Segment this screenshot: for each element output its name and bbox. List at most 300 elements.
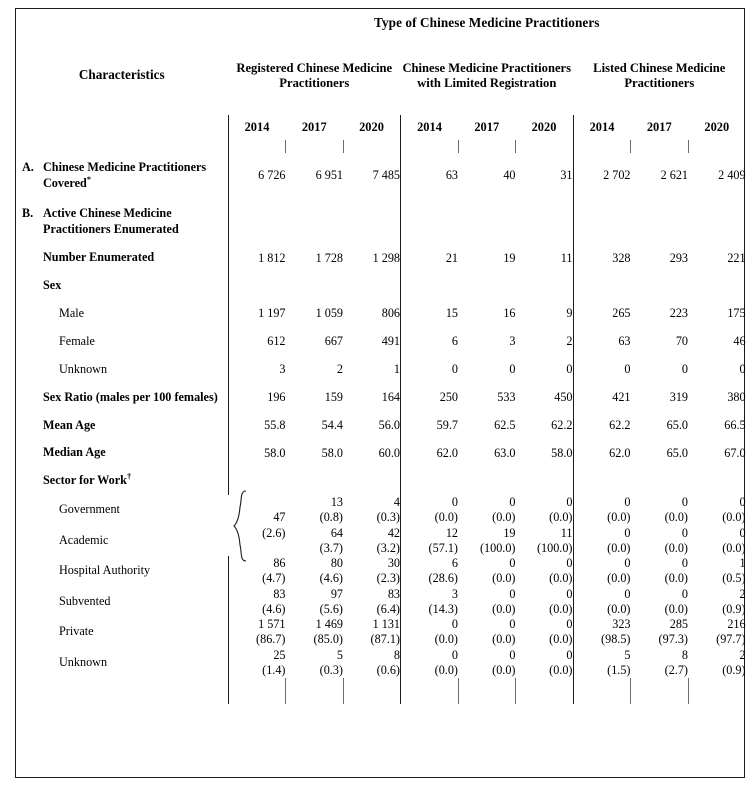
- cell-count: 0: [681, 495, 688, 510]
- cell-value: 221: [727, 250, 746, 265]
- row-label-female: [16, 328, 228, 356]
- cell-value: 1 812: [228, 244, 286, 272]
- cell-percent: (0.0): [549, 571, 573, 586]
- cell-value: [401, 272, 459, 300]
- practitioners-table: [16, 9, 746, 704]
- header-year-limited-2014: 2014: [401, 115, 459, 140]
- cell-value: 62.5: [494, 417, 516, 432]
- cell-count: 0: [624, 586, 631, 601]
- cell-count: 6: [451, 556, 458, 571]
- spacer-cell: [16, 678, 228, 704]
- header-year-listed-2017: 2017: [646, 120, 672, 134]
- table-row: [16, 244, 746, 272]
- cell-percent: (6.4): [376, 601, 400, 616]
- row-label-government: [16, 495, 228, 526]
- sub-label: Sex: [43, 278, 62, 293]
- cell-percent: (4.6): [319, 571, 343, 586]
- cell-value: [458, 272, 516, 300]
- spacer-cell: [228, 140, 286, 153]
- cell-value: [631, 648, 689, 679]
- cell-count: 0: [681, 525, 688, 540]
- cell-value: 250: [401, 384, 459, 412]
- cell-value: 2: [336, 362, 343, 377]
- header-year-registered-2020: 2020: [359, 120, 384, 134]
- spacer-cell: [631, 678, 689, 704]
- header-year-listed-2020: 2020: [704, 120, 730, 134]
- cell-count: 285: [669, 617, 688, 632]
- cell-value: 6 951: [315, 168, 343, 183]
- section-label: Chinese Medicine Practitioners Covered*: [43, 160, 207, 190]
- cell-count: 0: [509, 556, 516, 571]
- cell-value: 7 485: [372, 168, 400, 183]
- cell-percent: (3.7): [319, 540, 343, 555]
- cell-value: 2 409: [718, 168, 746, 183]
- cell-value: [631, 272, 689, 300]
- cell-percent: (0.8): [319, 510, 343, 525]
- cell-count: 0: [509, 586, 516, 601]
- header-row-spanner: [16, 9, 746, 37]
- cell-count: 64: [330, 525, 343, 540]
- row-label-academic: [16, 526, 228, 557]
- table-header: [16, 9, 746, 140]
- cell-percent: (0.0): [664, 571, 688, 586]
- cell-percent: (4.6): [262, 601, 286, 616]
- cell-value: 164: [381, 390, 400, 405]
- cell-value: 62.2: [551, 417, 573, 432]
- cell-value: [516, 199, 574, 245]
- cell-count: 0: [681, 586, 688, 601]
- cell-percent: (5.6): [319, 601, 343, 616]
- cell-value: [228, 587, 286, 618]
- cell-percent: (0.0): [607, 510, 631, 525]
- cell-value: 223: [669, 306, 688, 321]
- cell-value: 2: [566, 334, 573, 349]
- cell-value: 9: [566, 306, 573, 321]
- cell-percent: (0.0): [434, 510, 458, 525]
- row-label-median-age: [16, 439, 228, 467]
- cell-value: [228, 199, 286, 245]
- cell-value: [458, 467, 516, 495]
- statistics-table-container: [15, 8, 745, 778]
- cell-value: 196: [228, 384, 286, 412]
- cell-count: 0: [451, 617, 458, 632]
- cell-count: 0: [509, 647, 516, 662]
- cell-value: 11: [560, 250, 573, 265]
- cell-value: [343, 617, 401, 648]
- cell-value: [516, 587, 574, 618]
- header-characteristics: Characteristics: [78, 66, 165, 82]
- cell-percent: (0.0): [549, 601, 573, 616]
- cell-percent: (57.1): [428, 540, 458, 555]
- cell-percent: (0.0): [549, 510, 573, 525]
- cell-value: 3: [509, 334, 516, 349]
- cell-value: 0: [573, 356, 631, 384]
- cell-value: 21: [401, 244, 459, 272]
- cell-value: 58.0: [321, 445, 343, 460]
- item-label: Subvented: [59, 593, 111, 608]
- item-label: Private: [59, 624, 94, 639]
- cell-count: 19: [503, 525, 516, 540]
- cell-count: 0: [681, 556, 688, 571]
- cell-value: [286, 648, 344, 679]
- cell-value: 1 059: [315, 306, 343, 321]
- table-row: [16, 412, 746, 440]
- table-row: [16, 199, 746, 245]
- cell-value: [458, 526, 516, 557]
- cell-value: [343, 648, 401, 679]
- cell-value: [286, 467, 344, 495]
- cell-value: 65.0: [666, 445, 688, 460]
- cell-value: [631, 587, 689, 618]
- cell-count: 83: [387, 586, 400, 601]
- cell-value: [688, 617, 746, 648]
- cell-percent: (98.5): [601, 632, 631, 647]
- cell-value: 31: [560, 168, 573, 183]
- cell-percent: (0.0): [607, 571, 631, 586]
- spacer-cell: [573, 678, 631, 704]
- cell-count: 0: [624, 525, 631, 540]
- item-label: Female: [59, 334, 95, 349]
- table-row: [16, 617, 746, 648]
- spacer-cell: [286, 140, 344, 153]
- cell-count: 12: [445, 525, 458, 540]
- cell-count: 323: [612, 617, 631, 632]
- cell-count: 8: [393, 647, 400, 662]
- table-row: [16, 587, 746, 618]
- spacer-cell: [688, 140, 746, 153]
- cell-value: 421: [573, 384, 631, 412]
- header-year-registered-2017: 2017: [301, 120, 327, 134]
- cell-percent: (0.0): [492, 571, 516, 586]
- cell-count: 0: [509, 495, 516, 510]
- cell-value: 54.4: [321, 417, 343, 432]
- header-type-spanner: Type of Chinese Medicine Practitioners: [374, 15, 600, 30]
- cell-count: 1 571: [258, 617, 286, 632]
- cell-value: [573, 199, 631, 245]
- cell-count: 0: [566, 617, 573, 632]
- cell-count: 13: [330, 495, 343, 510]
- sub-label: Median Age: [43, 445, 106, 460]
- spacer-cell: [228, 678, 286, 704]
- cell-value: [286, 495, 344, 526]
- footnote-marker: *: [86, 173, 92, 184]
- cell-count: 0: [566, 556, 573, 571]
- cell-value: 6 726: [228, 153, 286, 199]
- cell-value: [401, 648, 459, 679]
- cell-value: 319: [669, 390, 688, 405]
- cell-value: [516, 467, 574, 495]
- cell-value: 60.0: [378, 445, 400, 460]
- header-group-listed: Listed Chinese Medicine Practitioners: [593, 60, 726, 90]
- cell-value: 63.0: [494, 445, 516, 460]
- cell-value: [631, 556, 689, 587]
- item-label: Academic: [59, 532, 109, 547]
- cell-value: [343, 467, 401, 495]
- cell-value: 62.0: [573, 439, 631, 467]
- cell-value: [401, 495, 459, 526]
- cell-value: [228, 272, 286, 300]
- cell-value: [286, 272, 344, 300]
- spacer-cell: [688, 678, 746, 704]
- table-row: [16, 272, 746, 300]
- cell-value: 3: [228, 356, 286, 384]
- cell-value: [631, 467, 689, 495]
- cell-percent: (14.3): [428, 601, 458, 616]
- cell-value: [228, 648, 286, 679]
- cell-count: 0: [451, 647, 458, 662]
- sub-label: Number Enumerated: [43, 250, 155, 265]
- cell-value: 806: [381, 306, 400, 321]
- sub-label: Mean Age: [43, 417, 96, 432]
- row-label-sector-for-work: [16, 467, 228, 495]
- cell-percent: (28.6): [428, 571, 458, 586]
- sub-label: Sector for Work†: [43, 471, 132, 488]
- table-row: [16, 467, 746, 495]
- cell-percent: (1.5): [607, 662, 631, 677]
- cell-value: [573, 648, 631, 679]
- cell-value: 175: [727, 306, 746, 321]
- table-row: [16, 328, 746, 356]
- cell-count: 1 131: [372, 617, 400, 632]
- cell-value: [688, 467, 746, 495]
- row-label-active-chinese-medicine-practitioners-enumerated: [16, 199, 228, 245]
- cell-value: [573, 272, 631, 300]
- spacer-cell: [631, 140, 689, 153]
- cell-value: 1 298: [372, 250, 400, 265]
- cell-percent: (2.3): [376, 571, 400, 586]
- cell-count: 0: [566, 586, 573, 601]
- cell-value: 265: [573, 300, 631, 328]
- cell-value: [688, 495, 746, 526]
- cell-value: 667: [324, 334, 343, 349]
- table-row: [16, 556, 746, 587]
- cell-value: 1: [393, 362, 400, 377]
- row-label-number-enumerated: [16, 244, 228, 272]
- cell-value: [516, 272, 574, 300]
- cell-percent: (0.9): [722, 662, 746, 677]
- table-row: [16, 356, 746, 384]
- cell-percent: (0.0): [434, 662, 458, 677]
- cell-percent: (97.7): [716, 632, 746, 647]
- cell-count: 80: [330, 556, 343, 571]
- table-row: [16, 384, 746, 412]
- table-spacer-row: [16, 140, 746, 153]
- cell-value: 67.0: [724, 445, 746, 460]
- cell-value: [516, 495, 574, 526]
- spacer-cell: [458, 140, 516, 153]
- table-row: [16, 153, 746, 199]
- cell-percent: (0.0): [492, 632, 516, 647]
- cell-percent: (97.3): [658, 632, 688, 647]
- cell-value: 15: [401, 300, 459, 328]
- cell-percent: (0.0): [722, 540, 746, 555]
- cell-percent: (1.4): [262, 662, 286, 677]
- cell-value: 491: [381, 334, 400, 349]
- brace-percent: (2.6): [262, 525, 286, 540]
- row-label-chinese-medicine-practitioners-covered: [16, 153, 228, 199]
- spacer-cell: [343, 678, 401, 704]
- item-label: Unknown: [59, 654, 108, 669]
- cell-value: [631, 526, 689, 557]
- header-year-limited-2020: 2020: [531, 120, 557, 134]
- spacer-cell: [573, 140, 631, 153]
- cell-percent: (0.0): [492, 601, 516, 616]
- header-year-limited-2017: 2017: [474, 120, 500, 134]
- cell-value: [458, 648, 516, 679]
- cell-value: 56.0: [378, 417, 400, 432]
- cell-value: [228, 617, 286, 648]
- cell-value: [343, 272, 401, 300]
- cell-value: [343, 526, 401, 557]
- cell-percent: (0.3): [319, 662, 343, 677]
- cell-count: 0: [739, 495, 746, 510]
- cell-count: 42: [387, 525, 400, 540]
- table-row: [16, 495, 746, 526]
- cell-count: 25: [273, 647, 286, 662]
- cell-count: 86: [273, 556, 286, 571]
- cell-value: 293: [669, 250, 688, 265]
- cell-value: 40: [503, 168, 516, 183]
- cell-value: [688, 272, 746, 300]
- cell-value: [458, 556, 516, 587]
- cell-count: 11: [560, 525, 573, 540]
- cell-percent: (0.0): [664, 510, 688, 525]
- cell-value: [286, 617, 344, 648]
- table-row: [16, 300, 746, 328]
- table-row: [16, 439, 746, 467]
- cell-count: 97: [330, 586, 343, 601]
- cell-value: 58.0: [551, 445, 573, 460]
- cell-count: 0: [566, 495, 573, 510]
- cell-count: 2: [739, 586, 746, 601]
- header-year-registered-2014: 2014: [228, 115, 286, 140]
- cell-value: [631, 495, 689, 526]
- header-year-listed-2014: 2014: [573, 115, 631, 140]
- footnote-marker: †: [126, 471, 132, 482]
- cell-count: 0: [566, 647, 573, 662]
- cell-value: [458, 587, 516, 618]
- cell-value: 533: [497, 390, 516, 405]
- cell-count: 83: [273, 586, 286, 601]
- cell-value: [516, 617, 574, 648]
- cell-value: [401, 199, 459, 245]
- cell-value: [516, 648, 574, 679]
- cell-value: 1 728: [315, 250, 343, 265]
- cell-percent: (3.2): [376, 540, 400, 555]
- cell-count: 0: [624, 495, 631, 510]
- cell-value: [458, 199, 516, 245]
- cell-value: 16: [503, 306, 516, 321]
- cell-count: 2: [739, 647, 746, 662]
- cell-value: 62.2: [573, 412, 631, 440]
- cell-value: [458, 495, 516, 526]
- table-row: [16, 526, 746, 557]
- spacer-cell: [286, 678, 344, 704]
- cell-percent: (0.3): [376, 510, 400, 525]
- row-label-private: [16, 617, 228, 648]
- cell-value: [688, 199, 746, 245]
- cell-value: 2 621: [660, 168, 688, 183]
- cell-value: 0: [566, 362, 573, 377]
- table-body: [16, 140, 746, 704]
- cell-value: [631, 617, 689, 648]
- cell-count: 1 469: [315, 617, 343, 632]
- cell-value: 65.0: [666, 417, 688, 432]
- item-label: Government: [59, 502, 120, 517]
- cell-value: 6: [401, 328, 459, 356]
- cell-value: [343, 587, 401, 618]
- cell-value: [286, 587, 344, 618]
- header-group-limited-registration: Chinese Medicine Practitioners with Limited Registration: [402, 60, 572, 90]
- cell-count: 0: [509, 617, 516, 632]
- cell-value: [286, 526, 344, 557]
- spacer-cell: [516, 140, 574, 153]
- item-label: Hospital Authority: [59, 563, 151, 578]
- cell-count: 30: [387, 556, 400, 571]
- cell-value: 58.0: [228, 439, 286, 467]
- merged-brace-cell: [228, 495, 286, 556]
- cell-percent: (0.0): [492, 662, 516, 677]
- cell-percent: (0.0): [722, 510, 746, 525]
- cell-value: [343, 556, 401, 587]
- cell-percent: (4.7): [262, 571, 286, 586]
- spacer-cell: [401, 678, 459, 704]
- cell-value: [286, 556, 344, 587]
- cell-percent: (0.6): [376, 662, 400, 677]
- cell-percent: (2.7): [664, 662, 688, 677]
- cell-value: 70: [675, 334, 688, 349]
- cell-count: 0: [624, 556, 631, 571]
- section-letter: A.: [22, 160, 34, 174]
- cell-percent: (0.0): [607, 601, 631, 616]
- row-label-sex-ratio-males-per-100-females: [16, 384, 228, 412]
- cell-percent: (86.7): [256, 632, 286, 647]
- cell-count: 0: [739, 525, 746, 540]
- cell-value: [688, 587, 746, 618]
- cell-value: 55.8: [228, 412, 286, 440]
- cell-value: [688, 526, 746, 557]
- cell-value: 1 197: [228, 300, 286, 328]
- cell-value: 0: [401, 356, 459, 384]
- cell-value: 612: [228, 328, 286, 356]
- table-row: [16, 648, 746, 679]
- cell-percent: (0.0): [434, 632, 458, 647]
- cell-value: [401, 587, 459, 618]
- row-label-hospital-authority: [16, 556, 228, 587]
- cell-percent: (0.0): [607, 540, 631, 555]
- row-label-unknown: [16, 356, 228, 384]
- item-label: Unknown: [59, 361, 108, 376]
- cell-count: 0: [451, 495, 458, 510]
- cell-value: 46: [733, 334, 746, 349]
- cell-value: 2 702: [573, 153, 631, 199]
- cell-value: 0: [681, 362, 688, 377]
- cell-count: 216: [727, 617, 746, 632]
- cell-percent: (100.0): [479, 540, 516, 555]
- cell-count: 3: [451, 586, 458, 601]
- cell-value: [516, 526, 574, 557]
- cell-value: [573, 495, 631, 526]
- spacer-cell: [516, 678, 574, 704]
- item-label: Male: [59, 306, 85, 321]
- cell-value: 450: [554, 390, 573, 405]
- cell-count: 1: [739, 556, 746, 571]
- sub-label: Sex Ratio (males per 100 females): [43, 389, 218, 404]
- curly-brace-icon: [233, 489, 249, 563]
- cell-value: [343, 495, 401, 526]
- cell-value: 19: [503, 250, 516, 265]
- row-label-male: [16, 300, 228, 328]
